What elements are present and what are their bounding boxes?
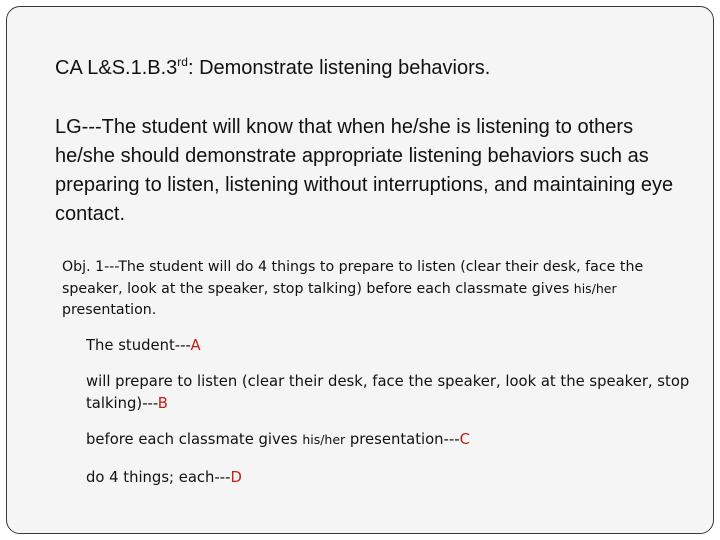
component-a: [86, 335, 696, 357]
standard-description: : Demonstrate listening behaviors.: [187, 57, 491, 79]
ordinal-superscript: rd: [177, 55, 188, 69]
objective-pronoun: his/her: [573, 281, 617, 296]
learning-goal: LG---The student will know that when he/she is listening to others he/she should demonstrate appropriate listening behaviors such as preparing to listen, listening without interruptions, and maintaining eye contact.: [55, 116, 674, 225]
component-letter: C: [459, 431, 470, 448]
standard-code: CA L&S.1.B.3: [55, 57, 178, 79]
component-d: [86, 467, 696, 489]
component-text: before each classmate gives: [86, 431, 303, 448]
slide-frame: [6, 6, 714, 534]
objective-text-end: presentation.: [62, 302, 157, 318]
component-text-end: presentation---: [345, 431, 460, 448]
component-letter: D: [230, 469, 242, 486]
component-b: [86, 371, 696, 415]
component-pronoun: his/her: [302, 432, 346, 447]
component-c: [86, 429, 696, 451]
standard-heading: [55, 55, 490, 80]
component-text: will prepare to listen (clear their desk, face the speaker, look at the speaker, stop talking)---: [86, 373, 690, 412]
component-letter: A: [190, 337, 201, 354]
component-text: do 4 things; each---: [86, 469, 231, 486]
objective-text: Obj. 1---The student will do 4 things to prepare to listen (clear their desk, face the speaker, look at the speaker, stop talking) before each classmate gives: [62, 259, 644, 297]
component-letter: B: [157, 395, 168, 412]
component-text: The student---: [86, 337, 191, 354]
objective: [62, 257, 702, 321]
